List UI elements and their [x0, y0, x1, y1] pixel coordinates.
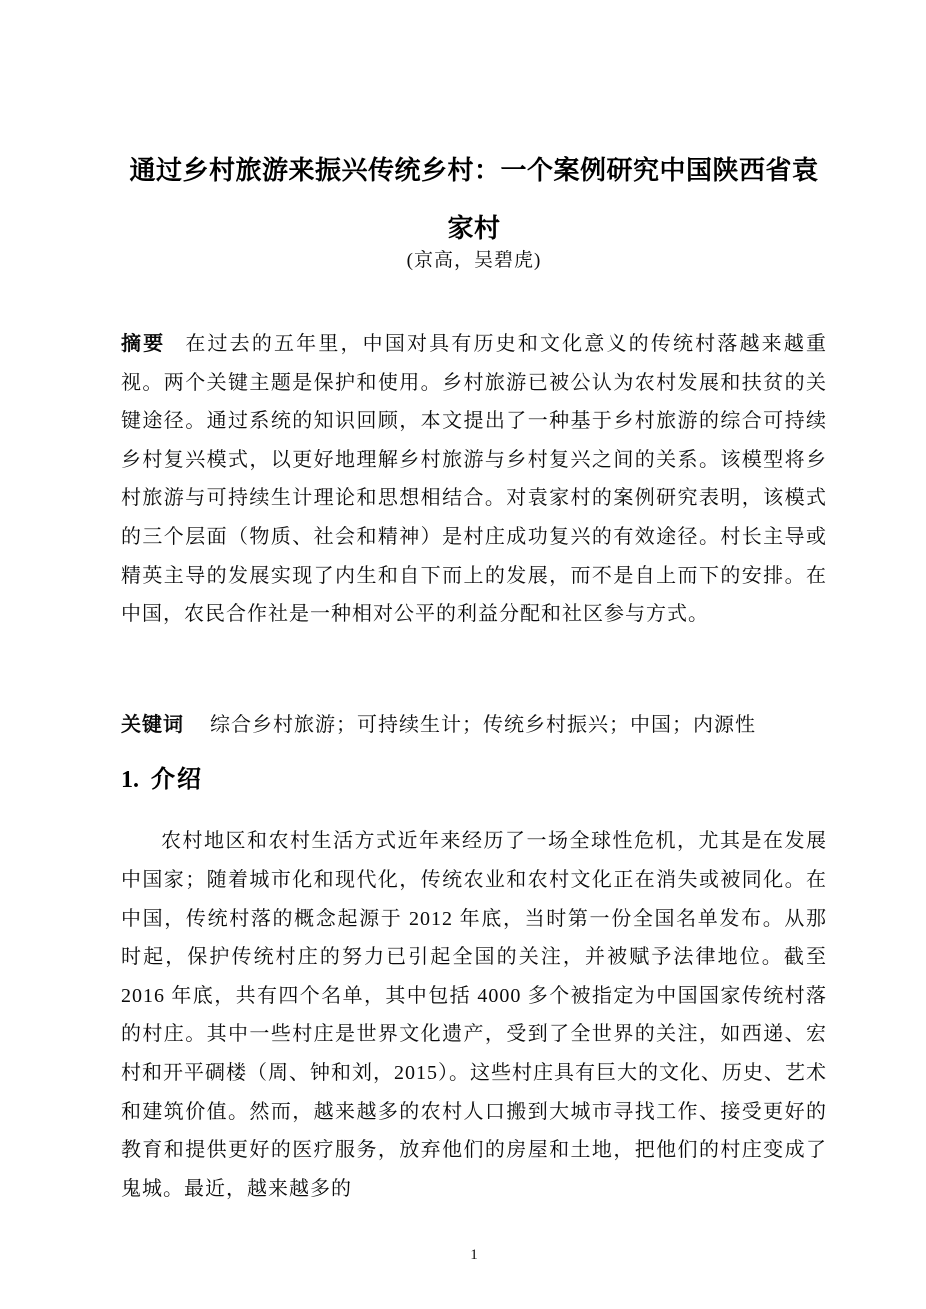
abstract-text: 在过去的五年里，中国对具有历史和文化意义的传统村落越来越重视。两个关键主题是保护和使用。乡村旅游已被公认为农村发展和扶贫的关键途径。通过系统的知识回顾，本文提出了一种基于乡村旅游的综合可持续乡村复兴模式，以更好地理解乡村旅游与乡村复兴之间的关系。该模型将乡村旅游与可持续生计理论和思想相结合。对袁家村的案例研究表明，该模式的三个层面（物质、社会和精神）是村庄成功复兴的有效途径。村长主导或精英主导的发展实现了内生和自下而上的发展，而不是自上而下的安排。在中国，农民合作社是一种相对公平的利益分配和社区参与方式。: [121, 333, 828, 626]
keywords-line: [121, 706, 827, 745]
keywords-label: 关键词: [121, 713, 184, 736]
keywords-text: 综合乡村旅游；可持续生计；传统乡村振兴；中国；内源性: [210, 713, 756, 736]
page-number: 1: [470, 1247, 478, 1264]
section-1-title: 介绍: [151, 766, 203, 794]
section-1-number: 1.: [121, 767, 139, 794]
authors-line: (京高，吴碧虎): [406, 250, 542, 271]
abstract-paragraph: [121, 325, 827, 634]
abstract-label: 摘要: [121, 333, 166, 355]
section-1-paragraph: 农村地区和农村生活方式近年来经历了一场全球性危机，尤其是在发展中国家；随着城市化和现代化，传统农业和农村文化正在消失或被同化。在中国，传统村落的概念起源于 2012 年底，当时第一份全国名单发布。从那时起，保护传统村庄的努力已引起全国的关注，并被赋予法律地位。截至 2016 年底，共有四个名单，其中包括 4000 多个被指定为中国国家传统村落的村庄。其中一些村庄是世界文化遗产，受到了全世界的关注，如西递、宏村和开平碉楼（周、钟和刘，2015）。这些村庄具有巨大的文化、历史、艺术和建筑价值。然而，越来越多的农村人口搬到大城市寻找工作、接受更好的教育和提供更好的医疗服务，放弃他们的房屋和土地，把他们的村庄变成了鬼城。最近，越来越多的: [121, 830, 827, 1200]
section-1-heading: [121, 764, 827, 796]
paper-title: 通过乡村旅游来振兴传统乡村：一个案例研究中国陕西省袁家村: [129, 155, 819, 243]
page-content: [121, 0, 827, 1266]
